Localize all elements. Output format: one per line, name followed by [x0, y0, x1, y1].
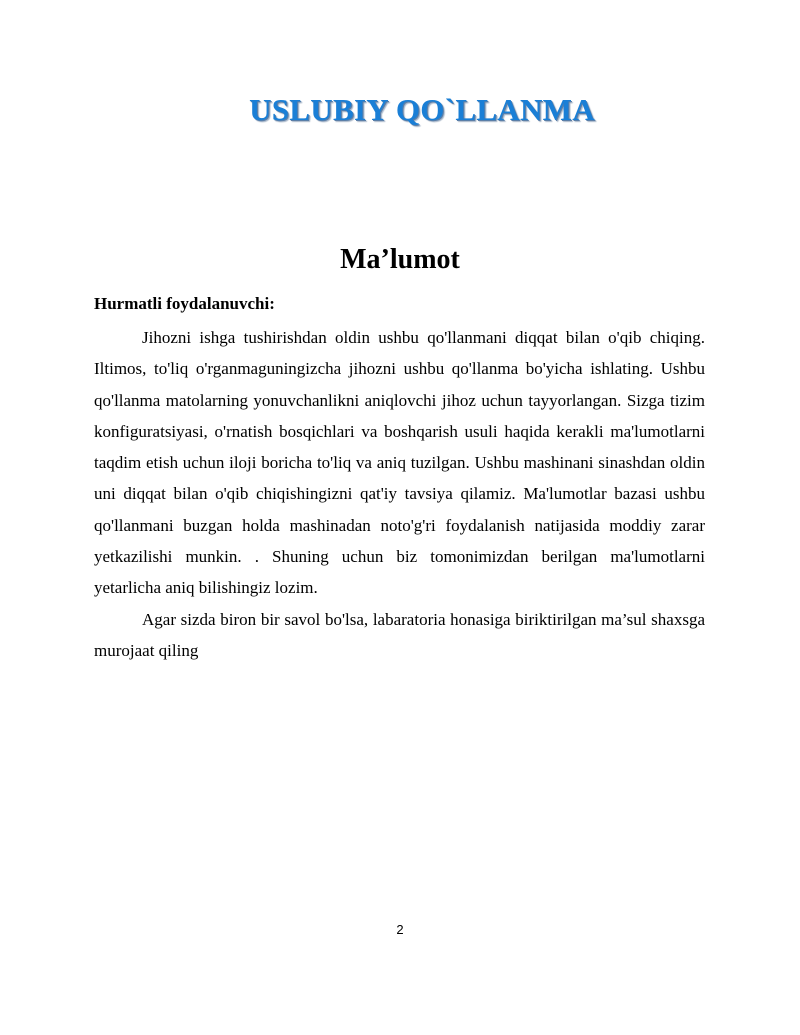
page-number: 2: [396, 922, 404, 937]
section-heading: Ma’lumot: [340, 244, 460, 275]
body-text: [94, 322, 705, 666]
document-title: USLUBIY QO`LLANMA: [249, 92, 595, 127]
paragraph-intro: Jihozni ishga tushirishdan oldin ushbu qo'llanmani diqqat bilan o'qib chiqing. Iltimos, to'liq o'rganmaguningizcha jihozni ushbu qo'llanma bo'yicha ishlating. Ushbu qo'llanma matolarning yonuvchanlikni aniqlovchi jihoz uchun tayyorlangan. Sizga tizim konfiguratsiyasi, o'rnatish bosqichlari va boshqarish usuli haqida kerakli ma'lumotlarni taqdim etish uchun iloji boricha to'liq va aniq tuzilgan. Ushbu mashinani sinashdan oldin uni diqqat bilan o'qib chiqishingizni qat'iy tavsiya qilamiz. Ma'lumotlar bazasi ushbu qo'llanmani buzgan holda mashinadan noto'g'ri foydalanish natijasida moddiy zarar yetkazilishi munkin. . Shuning uchun biz tomonimizdan berilgan ma'lumotlarni yetarlicha aniq bilishingiz lozim.: [94, 328, 705, 598]
paragraph-contact: Agar sizda biron bir savol bo'lsa, labaratoria honasiga biriktirilgan ma’sul shaxsga murojaat qiling: [94, 609, 705, 660]
greeting-line: Hurmatli foydalanuvchi:: [94, 294, 275, 313]
